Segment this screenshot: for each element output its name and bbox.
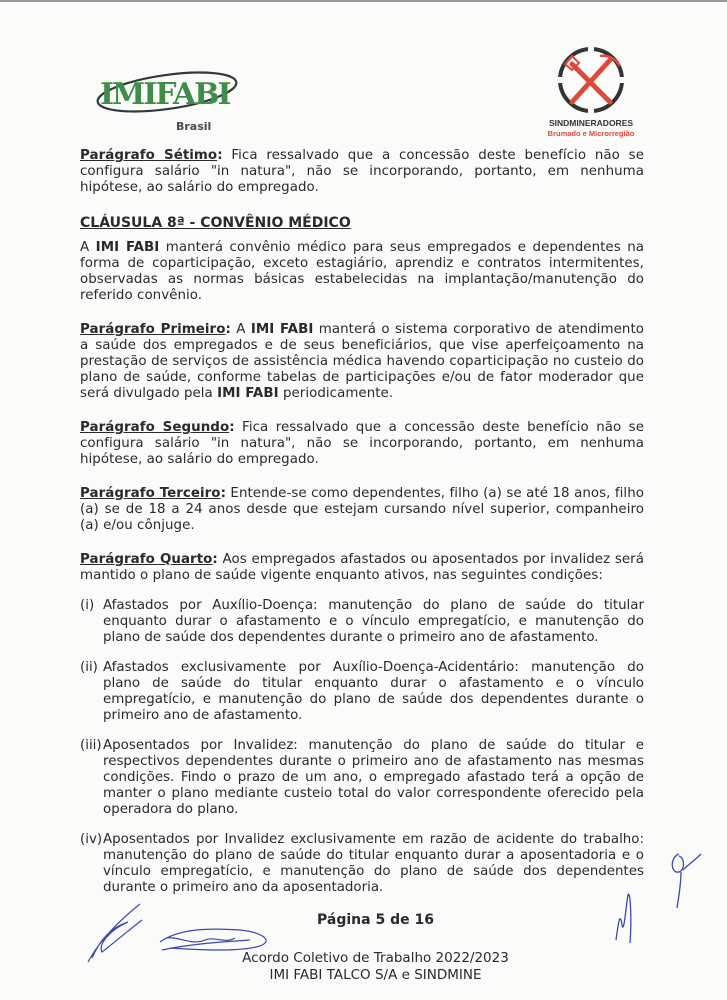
- list-item-text: Aposentados por Invalidez exclusivamente em razão de acidente do trabalho: manutenção do plano de saúde do titular enquanto durar a aposentadoria e o vínculo empregatício, e manutenção do plano de saúde dos dependentes durante o primeiro ano da aposentadoria.: [103, 832, 644, 895]
- imifabi-logo-text: IMIFABI: [100, 77, 230, 112]
- clause-intro: A IMI FABI manterá convênio médico para seus empregados e dependentes na forma de coparticipação, exceto estagiário, aprendiz e contratos intermitentes, observadas as normas básicas estabelecidas na implantação/manutenção do referido convênio.: [80, 240, 644, 303]
- signature-4-icon: [665, 850, 705, 910]
- company-name: IMI FABI: [217, 386, 279, 401]
- list-item-text: Afastados exclusivamente por Auxílio-Doença-Acidentário: manutenção do plano de saúde do titular enquanto durar o afastamento e o vínculo empregatício, e manutenção do plano de saúde dos dependentes durante o primeiro ano de afastamento.: [103, 660, 644, 723]
- list-item: (i) Afastados por Auxílio-Doença: manutenção do plano de saúde do titular enquanto durar o afastamento e o vínculo empregatício, e manutenção do plano de saúde dos dependentes durante o primeiro ano de afastamento.: [80, 598, 644, 645]
- list-item: (ii) Afastados exclusivamente por Auxílio-Doença-Acidentário: manutenção do plano de saúde do titular enquanto durar o afastamento e o vínculo empregatício, e manutenção do plano de saúde dos dependentes durante o primeiro ano de afastamento.: [80, 660, 644, 723]
- page-number: Página 5 de 16: [317, 912, 434, 928]
- pickaxe-shovel-icon: [532, 44, 650, 140]
- paragraph-label: Parágrafo Terceiro: [80, 486, 221, 501]
- list-item: (iv) Aposentados por Invalidez exclusivamente em razão de acidente do trabalho: manutenção do plano de saúde do titular enquanto durar a aposentadoria e o vínculo empregatício, e manutenção do plano de saúde dos dependentes durante o primeiro ano da aposentadoria.: [80, 832, 644, 895]
- signature-1-icon: [80, 900, 160, 970]
- document-body: [80, 148, 644, 910]
- imifabi-logo-graphic: [92, 66, 242, 136]
- sindmineradores-logo-subtitle: Brumado e Microrregião: [547, 129, 635, 138]
- signature-3-icon: [612, 885, 642, 945]
- list-item-text: Afastados por Auxílio-Doença: manutenção do plano de saúde do titular enquanto durar o afastamento e o vínculo empregatício, e manutenção do plano de saúde dos dependentes durante o primeiro ano de afastamento.: [103, 598, 644, 645]
- company-name: IMI FABI: [95, 240, 160, 255]
- paragraph-terceiro: Parágrafo Terceiro: Entende-se como dependentes, filho (a) se até 18 anos, filho (a) se de 18 a 24 anos desde que estejam cursando nível superior, companheiro (a) e/ou cônjuge.: [80, 486, 644, 533]
- paragraph-label: Parágrafo Segundo: [80, 420, 230, 435]
- sindmineradores-logo: [532, 44, 650, 140]
- paragraph-label: Parágrafo Quarto: [80, 552, 213, 567]
- paragraph-text: Entende-se como dependentes, filho (a) se até 18 anos, filho (a) se de 18 a 24 anos desde que estejam cursando nível superior, companheiro (a) e/ou cônjuge.: [80, 486, 644, 533]
- footer-parties: IMI FABI TALCO S/A e SINDMINE: [269, 967, 482, 983]
- paragraph-segundo: Parágrafo Segundo: Fica ressalvado que a concessão deste benefício não se configura salário "in natura", não se incorporando, portanto, em nenhuma hipótese, ao salário do empregado.: [80, 420, 644, 467]
- paragraph-text: Fica ressalvado que a concessão deste benefício não se configura salário "in natura", não se incorporando, portanto, em nenhuma hipótese, ao salário do empregado.: [80, 420, 644, 467]
- paragraph-label: Parágrafo Sétimo: [80, 148, 218, 163]
- scan-top-edge: [0, 0, 727, 2]
- paragraph-label: Parágrafo Primeiro: [80, 322, 226, 337]
- sindmineradores-logo-text: SINDMINERADORES: [548, 118, 634, 128]
- imifabi-logo: [92, 66, 242, 136]
- paragraph-setimo: Parágrafo Sétimo: Fica ressalvado que a concessão deste benefício não se configura salário "in natura", não se incorporando, portanto, em nenhuma hipótese, ao salário do empregado.: [80, 148, 644, 195]
- imifabi-logo-subtitle: Brasil: [176, 120, 212, 133]
- list-item-text: Aposentados por Invalidez: manutenção do plano de saúde do titular e respectivos dependentes durante o primeiro ano de afastamento nas mesmas condições. Findo o prazo de um ano, o empregado afastado terá a opção de manter o plano mediante custeio total do valor correspondente oferecido pela operadora do plano.: [103, 738, 644, 817]
- list-item: (iii) Aposentados por Invalidez: manutenção do plano de saúde do titular e respectivos dependentes durante o primeiro ano de afastamento nas mesmas condições. Findo o prazo de um ano, o empregado afastado terá a opção de manter o plano mediante custeio total do valor correspondente oferecido pela operadora do plano.: [80, 738, 644, 817]
- clause-title: CLÁUSULA 8ª - CONVÊNIO MÉDICO: [80, 215, 351, 231]
- footer-agreement: Acordo Coletivo de Trabalho 2022/2023: [242, 950, 509, 966]
- paragraph-text: Aos empregados afastados ou aposentados por invalidez será mantido o plano de saúde vigente enquanto ativos, nas seguintes condições:: [80, 552, 644, 583]
- paragraph-primeiro: Parágrafo Primeiro: A IMI FABI manterá o sistema corporativo de atendimento a saúde dos empregados e de seus beneficiários, que vise aperfeiçoamento na prestação de serviços de assistência médica havendo coparticipação no custeio do plano de saúde, conforme tabelas de participações e/ou de fator moderador que será divulgado pela IMI FABI periodicamente.: [80, 322, 644, 401]
- company-name: IMI FABI: [250, 322, 314, 337]
- paragraph-text: Fica ressalvado que a concessão deste benefício não se configura salário "in natura", não se incorporando, portanto, em nenhuma hipótese, ao salário do empregado.: [80, 148, 644, 195]
- paragraph-quarto: Parágrafo Quarto: Aos empregados afastados ou aposentados por invalidez será mantido o plano de saúde vigente enquanto ativos, nas seguintes condições:: [80, 552, 644, 583]
- signature-2-icon: [150, 920, 280, 960]
